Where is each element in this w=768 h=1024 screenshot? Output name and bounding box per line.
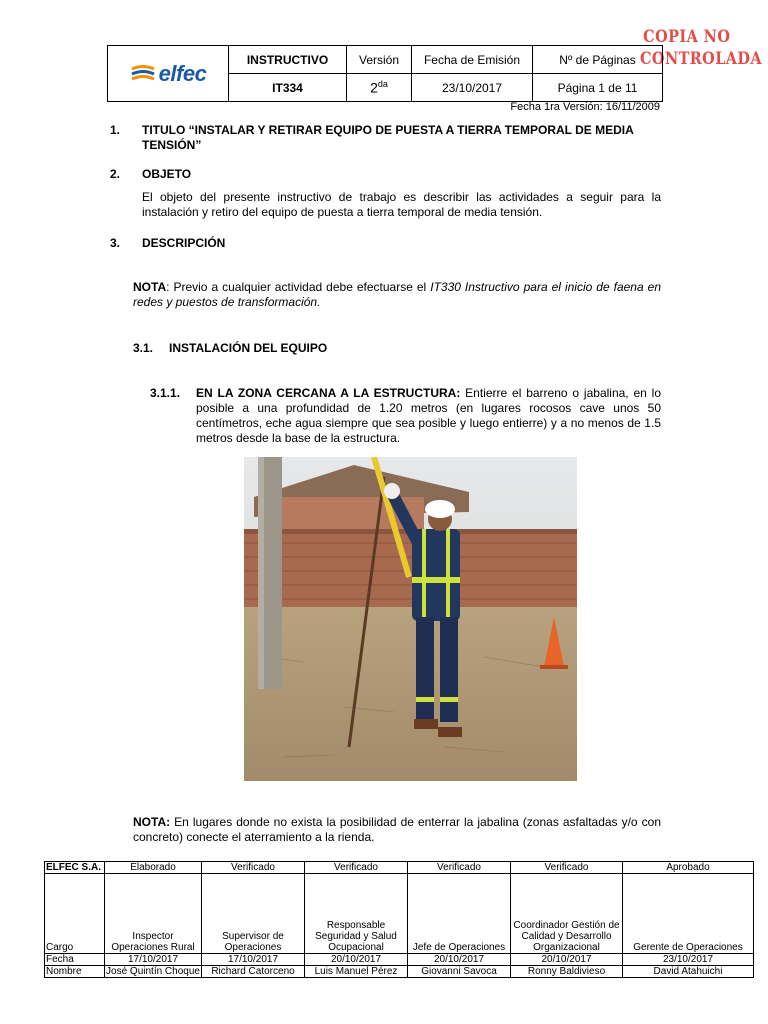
worker-installing-ground-rod-photo: [244, 457, 577, 781]
note-2: [133, 815, 661, 845]
doc-code: IT334: [229, 74, 347, 102]
section-3-1-number: 3.1.: [133, 341, 154, 355]
fecha-cell: 17/10/2017: [202, 954, 305, 966]
section-3-1-1-number: 3.1.1.: [150, 386, 181, 400]
page-info: Página 1 de 11: [533, 74, 663, 102]
company-name: ELFEC S.A.: [45, 862, 105, 874]
section-3-1-1-heading: EN LA ZONA CERCANA A LA ESTRUCTURA:: [196, 386, 461, 400]
fecha-cell: 17/10/2017: [105, 954, 202, 966]
cargo-cell: Inspector Operaciones Rural: [105, 874, 202, 954]
logo-cell: [108, 46, 229, 102]
section-2-title: OBJETO: [142, 167, 192, 181]
fecha-label: Fecha: [45, 954, 105, 966]
cargo-cell: Gerente de Operaciones: [623, 874, 754, 954]
document-header-table: [107, 45, 663, 102]
note-1-label: NOTA: [133, 280, 167, 294]
note-2-text: En lugares donde no exista la posibilidad de enterrar la jabalina (zonas asfaltadas y/o con concreto) conecte el aterramiento a la rienda.: [133, 815, 661, 844]
section-3-1-title: INSTALACIÓN DEL EQUIPO: [169, 341, 328, 355]
cargo-label: Cargo: [45, 874, 105, 954]
cargo-cell: Supervisor de Operaciones: [202, 874, 305, 954]
cargo-cell: Jefe de Operaciones: [408, 874, 511, 954]
section-3-1-1-text: [196, 386, 661, 446]
version-value: 2: [370, 79, 378, 96]
column-header: Elaborado: [105, 862, 202, 874]
section-2-number: 2.: [110, 167, 121, 181]
nombre-cell: Ronny Baldivieso: [511, 966, 623, 978]
fecha-cell: 20/10/2017: [305, 954, 408, 966]
nombre-cell: José Quintín Choque: [106, 966, 200, 977]
approval-signature-table: [44, 861, 754, 978]
note-1-text: : Previo a cualquier actividad debe efectuarse el: [166, 280, 431, 294]
emission-date: 23/10/2017: [412, 74, 533, 102]
pages-label: Nº de Páginas: [533, 46, 663, 74]
photo-illustration: [244, 457, 577, 781]
note-1: [133, 280, 661, 310]
section-3-number: 3.: [110, 236, 121, 250]
doc-type: INSTRUCTIVO: [229, 46, 347, 74]
fecha-cell: 20/10/2017: [408, 954, 511, 966]
column-header: Verificado: [202, 862, 305, 874]
nombre-label: Nombre: [45, 966, 105, 978]
section-1-number: 1.: [110, 123, 121, 137]
first-version-date: Fecha 1ra Versión: 16/11/2009: [510, 101, 660, 113]
column-header: Verificado: [305, 862, 408, 874]
note-2-label: NOTA:: [133, 815, 171, 829]
version-value-cell: [347, 74, 412, 102]
nombre-cell: Giovanni Savoca: [408, 966, 511, 978]
nombre-cell: Richard Catorceno: [202, 966, 305, 978]
cargo-cell: Coordinador Gestión de Calidad y Desarrollo Organizacional: [511, 874, 623, 954]
section-2-text: El objeto del presente instructivo de trabajo es describir las actividades a seguir para la instalación y retiro del equipo de puesta a tierra temporal de media tensión.: [142, 190, 661, 219]
version-sup: da: [377, 79, 388, 90]
column-header: Aprobado: [623, 862, 754, 874]
version-label: Versión: [347, 46, 412, 74]
section-1-title-line-1: TITULO “INSTALAR Y RETIRAR EQUIPO DE PUESTA A TIERRA TEMPORAL DE MEDIA: [142, 123, 634, 137]
nombre-cell: David Atahuichi: [623, 966, 754, 978]
section-1-title: [142, 123, 662, 153]
fecha-cell: 23/10/2017: [623, 954, 754, 966]
section-3-title: DESCRIPCIÓN: [142, 236, 226, 250]
cargo-cell: Responsable Seguridad y Salud Ocupacional: [305, 874, 408, 954]
column-header: Verificado: [408, 862, 511, 874]
nombre-cell: Luis Manuel Pérez: [305, 966, 408, 978]
elfec-logo-icon: [130, 64, 156, 84]
section-3-1-1-body: Entierre el barreno o jabalina, en lo posible a una profundidad de 1.20 metros (en lugares rocosos cave unos 50 centímetros, eche agua siempre que sea posible y luego entierre) y a no menos de 1.5 metros desde la base de la estructura.: [196, 386, 661, 445]
note-1-reference: IT330 Instructivo para el inicio de faena en redes y puestos de transformación.: [133, 280, 662, 309]
section-1-title-line-2: TENSIÓN”: [142, 138, 202, 152]
stamp-line-2: CONTROLADA: [640, 49, 763, 69]
fecha-cell: 20/10/2017: [511, 954, 623, 966]
elfec-logo: [108, 61, 228, 87]
stamp-line-1: COPIA NO: [643, 27, 731, 47]
emission-label: Fecha de Emisión: [412, 46, 533, 74]
logo-text: elfec: [158, 60, 207, 86]
column-header: Verificado: [511, 862, 623, 874]
